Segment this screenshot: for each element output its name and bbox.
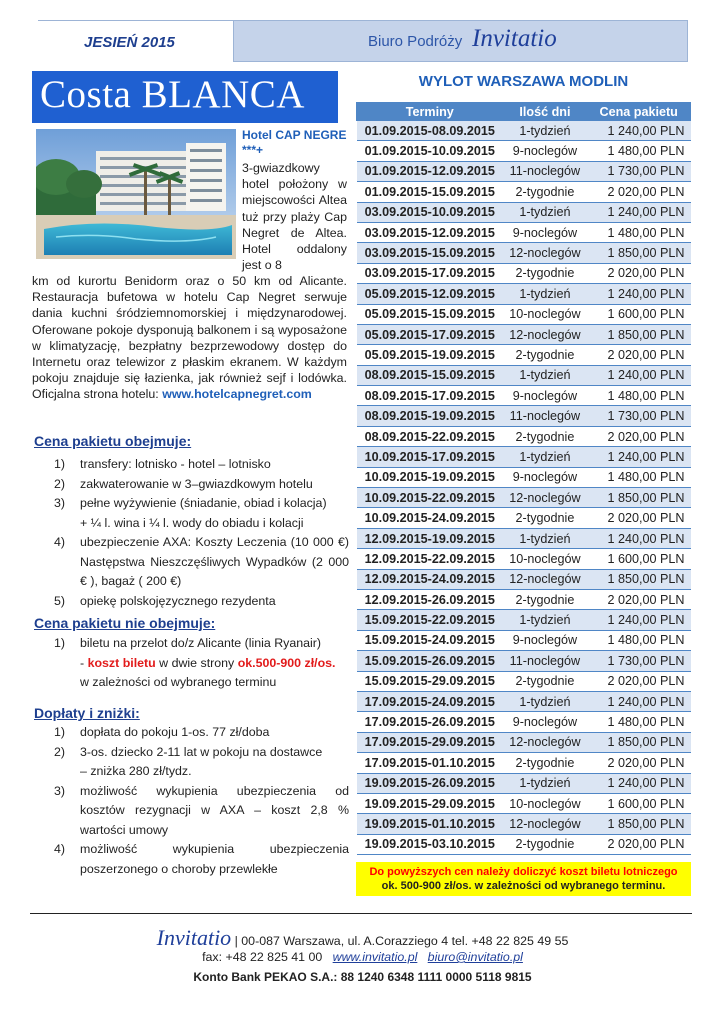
- flight-duration-cell: 10-noclegów: [503, 793, 587, 813]
- table-row: [357, 488, 691, 508]
- table-row: [357, 365, 691, 385]
- table-row: [357, 386, 691, 406]
- flight-price-cell: 1 730,00 PLN: [587, 651, 691, 671]
- flight-dates-cell: 12.09.2015-24.09.2015: [357, 569, 504, 589]
- table-row: [357, 467, 691, 487]
- list-number: 4): [54, 535, 66, 549]
- footer-email-link[interactable]: biuro@invitatio.pl: [427, 950, 523, 964]
- footer-brand-logo: Invitatio: [156, 925, 232, 950]
- flight-duration-cell: 1-tydzień: [503, 447, 587, 467]
- flight-price-cell: 2 020,00 PLN: [587, 345, 691, 365]
- list-number: 1): [54, 457, 66, 471]
- table-row: [357, 222, 691, 242]
- list-text: możliwość wykupienia ubezpieczenia od kosztów rezygnacji w AXA – koszt 2,8 % wartości umowy: [80, 783, 349, 837]
- flight-duration-cell: 11-noclegów: [503, 651, 587, 671]
- flight-price-cell: 2 020,00 PLN: [587, 589, 691, 609]
- list-item: [34, 723, 349, 743]
- included-list: [34, 455, 349, 611]
- flight-dates-cell: 15.09.2015-26.09.2015: [357, 651, 504, 671]
- flight-duration-cell: 1-tydzień: [503, 121, 587, 141]
- hotel-website-link[interactable]: www.hotelcapnegret.com: [162, 387, 312, 402]
- list-item: [34, 494, 349, 533]
- list-item: [34, 782, 349, 841]
- list-item: [34, 743, 349, 782]
- flight-dates-cell: 05.09.2015-17.09.2015: [357, 324, 504, 344]
- agency-label: Biuro Podróży: [368, 33, 463, 50]
- flight-price-cell: 2 020,00 PLN: [587, 753, 691, 773]
- flight-price-cell: 1 240,00 PLN: [587, 691, 691, 711]
- flight-price-cell: 1 240,00 PLN: [587, 610, 691, 630]
- flight-dates-cell: 08.09.2015-22.09.2015: [357, 426, 504, 446]
- flight-price-cell: 1 850,00 PLN: [587, 569, 691, 589]
- flights-table: [356, 102, 691, 855]
- flight-price-cell: 1 240,00 PLN: [587, 121, 691, 141]
- flight-duration-cell: 1-tydzień: [503, 773, 587, 793]
- footer-bank-account: Konto Bank PEKAO S.A.: 88 1240 6348 1111 0000 5118 9815: [193, 970, 532, 984]
- flight-dates-cell: 17.09.2015-29.09.2015: [357, 732, 504, 752]
- flight-duration-cell: 2-tygodnie: [503, 834, 587, 854]
- flight-duration-cell: 12-noclegów: [503, 732, 587, 752]
- table-row: [357, 324, 691, 344]
- column-header-price: Cena pakietu: [587, 103, 691, 121]
- flight-dates-cell: 08.09.2015-15.09.2015: [357, 365, 504, 385]
- hotel-stars: ***+: [242, 143, 264, 157]
- price-note: [356, 862, 691, 896]
- flight-price-cell: 2 020,00 PLN: [587, 426, 691, 446]
- list-item: [34, 840, 349, 879]
- footer-contact-line: [0, 950, 725, 964]
- footer-address-line: [0, 925, 725, 951]
- table-row: [357, 406, 691, 426]
- list-text: biletu na przelot do/z Alicante (linia Ryanair): [80, 636, 322, 650]
- table-row: [357, 610, 691, 630]
- hotel-description-side: 3-gwiazdkowy hotel położony w miejscowości Altea tuż przy plaży Cap Negret de Altea. Hotel oddalony jest o 8: [242, 161, 347, 273]
- table-row: [357, 447, 691, 467]
- table-row: [357, 243, 691, 263]
- flight-price-cell: 2 020,00 PLN: [587, 182, 691, 202]
- table-row: [357, 528, 691, 548]
- table-row: [357, 671, 691, 691]
- ticket-cost-value: ok.500-900 zł/os.: [237, 655, 336, 670]
- flight-dates-cell: 19.09.2015-29.09.2015: [357, 793, 504, 813]
- table-row: [357, 691, 691, 711]
- flight-duration-cell: 1-tydzień: [503, 528, 587, 548]
- flight-price-cell: 1 850,00 PLN: [587, 488, 691, 508]
- flight-duration-cell: 2-tygodnie: [503, 589, 587, 609]
- supplements-heading: Dopłaty i zniżki:: [34, 705, 140, 721]
- table-row: [357, 426, 691, 446]
- list-number: 1): [54, 636, 66, 650]
- flight-price-cell: 1 240,00 PLN: [587, 528, 691, 548]
- footer-divider: [30, 913, 692, 914]
- list-number: 5): [54, 593, 66, 608]
- flight-duration-cell: 9-noclegów: [503, 222, 587, 242]
- flight-price-cell: 1 600,00 PLN: [587, 793, 691, 813]
- flight-duration-cell: 2-tygodnie: [503, 671, 587, 691]
- table-row: [357, 263, 691, 283]
- flight-dates-cell: 10.09.2015-22.09.2015: [357, 488, 504, 508]
- flight-price-cell: 1 480,00 PLN: [587, 386, 691, 406]
- list-number: 4): [54, 842, 66, 856]
- flight-duration-cell: 2-tygodnie: [503, 753, 587, 773]
- table-row: [357, 834, 691, 854]
- flight-dates-cell: 01.09.2015-08.09.2015: [357, 121, 504, 141]
- table-row: [357, 161, 691, 181]
- flight-duration-cell: 12-noclegów: [503, 488, 587, 508]
- table-row: [357, 202, 691, 222]
- list-text-extra: – zniżka 280 zł/tydz.: [80, 764, 192, 778]
- list-number: 1): [54, 725, 66, 739]
- flight-price-cell: 2 020,00 PLN: [587, 834, 691, 854]
- flight-price-cell: 1 240,00 PLN: [587, 284, 691, 304]
- flight-duration-cell: 1-tydzień: [503, 365, 587, 385]
- flight-duration-cell: 2-tygodnie: [503, 508, 587, 528]
- flight-duration-cell: 11-noclegów: [503, 161, 587, 181]
- flight-duration-cell: 10-noclegów: [503, 549, 587, 569]
- list-text: opiekę polskojęzycznego rezydenta: [80, 593, 276, 608]
- season-label: JESIEŃ 2015: [84, 34, 175, 51]
- flight-price-cell: 1 730,00 PLN: [587, 161, 691, 181]
- flight-dates-cell: 03.09.2015-17.09.2015: [357, 263, 504, 283]
- footer-fax: fax: +48 22 825 41 00: [202, 950, 323, 964]
- flight-dates-cell: 12.09.2015-19.09.2015: [357, 528, 504, 548]
- list-item: [34, 455, 349, 475]
- hotel-description-text: km od kurortu Benidorm oraz o 50 km od Alicante. Restauracja bufetowa w hotelu Cap Negret serwuje dania kuchni śródziemnomorskiej i międzynarodowej. Oferowane pokoje dysponują balkonem i są wyposażone w klimatyzację, bezpłatny bezprzewodowy dostęp do Internetu oraz telewizor z płaskim ekranem. W każdym pokoju znajduje się łazienka, jak również sejf i lodówka. Oficjalna strona hotelu:: [32, 274, 347, 402]
- flight-dates-cell: 10.09.2015-17.09.2015: [357, 447, 504, 467]
- list-number: 2): [54, 744, 66, 759]
- flight-duration-cell: 1-tydzień: [503, 284, 587, 304]
- flight-dates-cell: 19.09.2015-01.10.2015: [357, 814, 504, 834]
- flight-duration-cell: 1-tydzień: [503, 610, 587, 630]
- flight-price-cell: 1 480,00 PLN: [587, 712, 691, 732]
- list-text: dopłata do pokoju 1-os. 77 zł/doba: [80, 725, 270, 739]
- flight-dates-cell: 03.09.2015-10.09.2015: [357, 202, 504, 222]
- flight-duration-cell: 12-noclegów: [503, 324, 587, 344]
- flight-duration-cell: 2-tygodnie: [503, 263, 587, 283]
- table-row: [357, 569, 691, 589]
- flight-price-cell: 1 850,00 PLN: [587, 324, 691, 344]
- flight-duration-cell: 9-noclegów: [503, 630, 587, 650]
- list-item: [34, 592, 349, 612]
- table-row: [357, 712, 691, 732]
- table-row: [357, 304, 691, 324]
- hotel-description-main: [32, 273, 347, 403]
- flight-duration-cell: 9-noclegów: [503, 141, 587, 161]
- flight-dates-cell: 15.09.2015-29.09.2015: [357, 671, 504, 691]
- list-number: 3): [54, 496, 66, 510]
- table-row: [357, 589, 691, 609]
- flight-dates-cell: 05.09.2015-12.09.2015: [357, 284, 504, 304]
- flight-duration-cell: 2-tygodnie: [503, 345, 587, 365]
- list-item: [34, 533, 349, 592]
- table-row: [357, 284, 691, 304]
- flight-price-cell: 2 020,00 PLN: [587, 671, 691, 691]
- flight-price-cell: 1 730,00 PLN: [587, 406, 691, 426]
- flight-dates-cell: 05.09.2015-19.09.2015: [357, 345, 504, 365]
- flight-dates-cell: 01.09.2015-12.09.2015: [357, 161, 504, 181]
- list-text: możliwość wykupienia ubezpieczenia poszerzonego o choroby przewlekłe: [80, 842, 349, 876]
- ticket-cost-tail: w zależności od wybranego terminu: [80, 675, 277, 689]
- price-note-line2: ok. 500-900 zł/os. w zależności od wybranego terminu.: [381, 880, 666, 892]
- flight-price-cell: 1 240,00 PLN: [587, 447, 691, 467]
- flight-price-cell: 1 480,00 PLN: [587, 222, 691, 242]
- flight-price-cell: 2 020,00 PLN: [587, 263, 691, 283]
- table-header-row: [357, 103, 691, 121]
- flight-dates-cell: 03.09.2015-15.09.2015: [357, 243, 504, 263]
- flight-dates-cell: 08.09.2015-17.09.2015: [357, 386, 504, 406]
- not-included-list: [34, 634, 349, 693]
- page-title: Costa BLANCA: [40, 73, 305, 116]
- list-text-extra: + ¼ l. wina i ¼ l. wody do obiadu i kolacji: [80, 515, 304, 530]
- flight-dates-cell: 01.09.2015-10.09.2015: [357, 141, 504, 161]
- flight-dates-cell: 19.09.2015-03.10.2015: [357, 834, 504, 854]
- list-text: zakwaterowanie w 3–gwiazdkowym hotelu: [80, 476, 313, 491]
- flight-duration-cell: 12-noclegów: [503, 243, 587, 263]
- flight-price-cell: 2 020,00 PLN: [587, 508, 691, 528]
- flight-price-cell: 1 850,00 PLN: [587, 732, 691, 752]
- flight-duration-cell: 10-noclegów: [503, 304, 587, 324]
- flight-dates-cell: 15.09.2015-22.09.2015: [357, 610, 504, 630]
- dash: -: [80, 655, 88, 670]
- flights-title: WYLOT WARSZAWA MODLIN: [418, 73, 629, 90]
- flights-table-body: [357, 121, 691, 855]
- flight-dates-cell: 17.09.2015-01.10.2015: [357, 753, 504, 773]
- flight-dates-cell: 19.09.2015-26.09.2015: [357, 773, 504, 793]
- flight-dates-cell: 01.09.2015-15.09.2015: [357, 182, 504, 202]
- table-row: [357, 793, 691, 813]
- table-row: [357, 549, 691, 569]
- list-text: pełne wyżywienie (śniadanie, obiad i kolacja): [80, 496, 327, 510]
- list-item: [34, 634, 349, 693]
- flight-price-cell: 1 600,00 PLN: [587, 549, 691, 569]
- brand-logo: Invitatio: [472, 25, 557, 52]
- flight-price-cell: 1 480,00 PLN: [587, 467, 691, 487]
- flight-duration-cell: 12-noclegów: [503, 569, 587, 589]
- footer-website-link[interactable]: www.invitatio.pl: [332, 950, 418, 964]
- flight-duration-cell: 2-tygodnie: [503, 182, 587, 202]
- table-row: [357, 814, 691, 834]
- table-row: [357, 732, 691, 752]
- flight-price-cell: 1 480,00 PLN: [587, 141, 691, 161]
- flight-duration-cell: 9-noclegów: [503, 386, 587, 406]
- flight-dates-cell: 03.09.2015-12.09.2015: [357, 222, 504, 242]
- flight-dates-cell: 12.09.2015-22.09.2015: [357, 549, 504, 569]
- flight-duration-cell: 1-tydzień: [503, 202, 587, 222]
- flight-dates-cell: 10.09.2015-19.09.2015: [357, 467, 504, 487]
- flight-dates-cell: 05.09.2015-15.09.2015: [357, 304, 504, 324]
- flight-duration-cell: 9-noclegów: [503, 467, 587, 487]
- flight-price-cell: 1 240,00 PLN: [587, 773, 691, 793]
- price-note-line1: Do powyższych cen należy doliczyć koszt biletu lotniczego: [369, 866, 678, 878]
- table-row: [357, 141, 691, 161]
- hotel-photo: [36, 129, 236, 259]
- list-item: [34, 475, 349, 495]
- flight-duration-cell: 12-noclegów: [503, 814, 587, 834]
- flight-price-cell: 1 480,00 PLN: [587, 630, 691, 650]
- flight-duration-cell: 2-tygodnie: [503, 426, 587, 446]
- flight-dates-cell: 15.09.2015-24.09.2015: [357, 630, 504, 650]
- not-included-heading: Cena pakietu nie obejmuje:: [34, 615, 216, 631]
- included-heading: Cena pakietu obejmuje:: [34, 433, 192, 449]
- list-text: 3-os. dziecko 2-11 lat w pokoju na dostawce: [80, 744, 323, 759]
- hotel-photo-illustration: [36, 129, 236, 259]
- ticket-cost-line: [80, 654, 349, 674]
- hotel-name: Hotel CAP NEGRE: [242, 128, 347, 142]
- flight-price-cell: 1 600,00 PLN: [587, 304, 691, 324]
- column-header-dates: Terminy: [357, 103, 504, 121]
- table-row: [357, 345, 691, 365]
- table-row: [357, 121, 691, 141]
- column-header-duration: Ilość dni: [503, 103, 587, 121]
- footer-address: | 00-087 Warszawa, ul. A.Corazziego 4 tel. +48 22 825 49 55: [231, 934, 569, 948]
- table-row: [357, 508, 691, 528]
- flight-duration-cell: 11-noclegów: [503, 406, 587, 426]
- table-row: [357, 773, 691, 793]
- flight-duration-cell: 1-tydzień: [503, 691, 587, 711]
- table-row: [357, 651, 691, 671]
- flight-dates-cell: 17.09.2015-24.09.2015: [357, 691, 504, 711]
- ticket-cost-label: koszt biletu: [87, 655, 156, 670]
- flight-dates-cell: 17.09.2015-26.09.2015: [357, 712, 504, 732]
- supplements-list: [34, 723, 349, 879]
- flight-price-cell: 1 850,00 PLN: [587, 243, 691, 263]
- list-text: transfery: lotnisko - hotel – lotnisko: [80, 457, 271, 471]
- table-row: [357, 753, 691, 773]
- flight-dates-cell: 12.09.2015-26.09.2015: [357, 589, 504, 609]
- ticket-cost-mid: w dwie strony: [155, 655, 238, 670]
- flight-dates-cell: 10.09.2015-24.09.2015: [357, 508, 504, 528]
- list-text: ubezpieczenie AXA: Koszty Leczenia (10 000 €) Następstwa Nieszczęśliwych Wypadków (2 000 € ), bagaż ( 200 €): [80, 535, 349, 588]
- table-row: [357, 630, 691, 650]
- list-number: 2): [54, 476, 66, 491]
- table-row: [357, 182, 691, 202]
- list-number: 3): [54, 783, 66, 798]
- flight-price-cell: 1 850,00 PLN: [587, 814, 691, 834]
- flight-duration-cell: 9-noclegów: [503, 712, 587, 732]
- flight-price-cell: 1 240,00 PLN: [587, 202, 691, 222]
- flight-dates-cell: 08.09.2015-19.09.2015: [357, 406, 504, 426]
- flight-price-cell: 1 240,00 PLN: [587, 365, 691, 385]
